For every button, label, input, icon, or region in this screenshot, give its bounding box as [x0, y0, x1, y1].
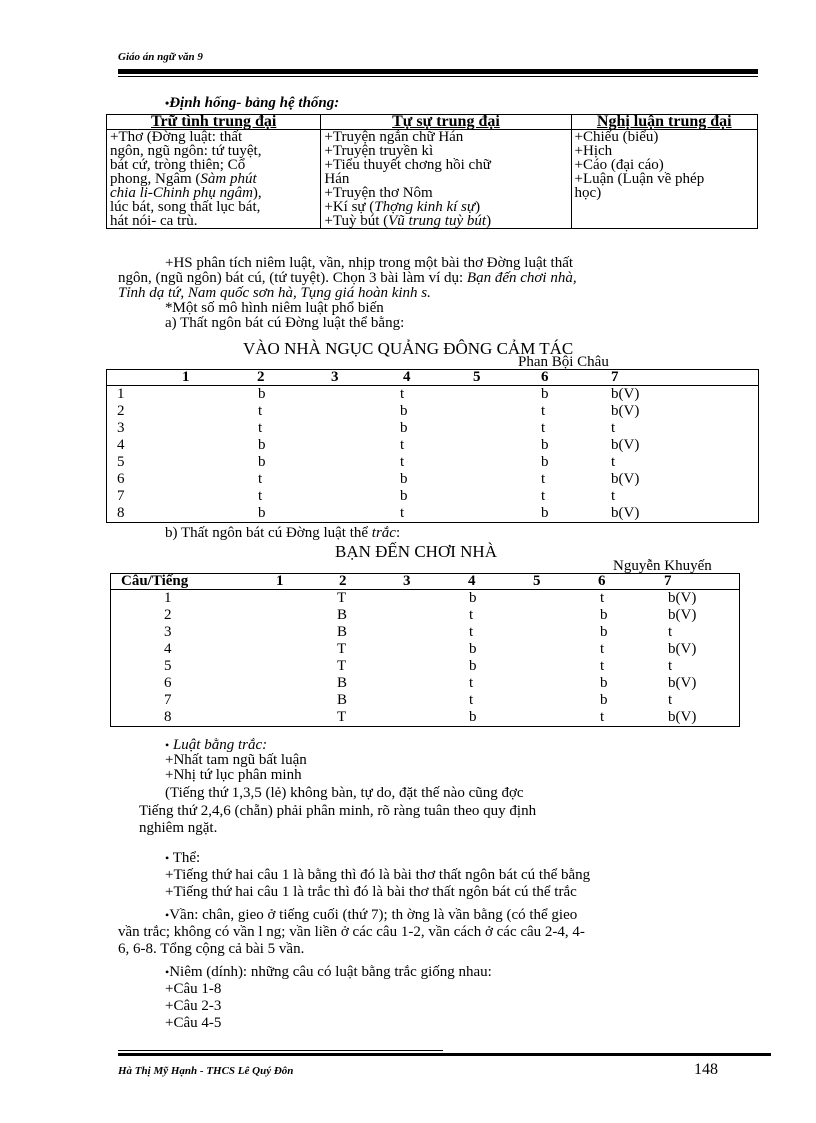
table-cell-line	[324, 214, 567, 228]
header-rule-thin	[118, 76, 758, 77]
table-header-argument: Nghị luận trung đại	[571, 115, 757, 130]
scheme-row	[107, 506, 758, 521]
scheme-cell: B	[337, 675, 348, 691]
scheme-cell: t	[600, 658, 605, 674]
bullet-icon: •	[165, 738, 170, 752]
scheme-cell: t	[400, 454, 405, 470]
para2-italic: trắc	[371, 525, 396, 541]
scheme-cell: t	[600, 641, 605, 657]
table-cell-line	[575, 186, 754, 200]
scheme-header-cell: Câu/Tiếng	[121, 573, 189, 589]
scheme-cell: b	[469, 658, 477, 674]
scheme-cell: t	[668, 692, 673, 708]
table-cell-segment: )	[486, 213, 492, 229]
scheme-cell: b(V)	[611, 471, 640, 487]
bullet-icon: •	[165, 96, 170, 110]
para2-suffix: :	[395, 525, 401, 541]
scheme-row	[107, 455, 758, 470]
scheme-cell: t	[258, 403, 263, 419]
scheme-cell: b(V)	[668, 641, 697, 657]
para2-line	[165, 526, 400, 541]
van-line1	[165, 908, 577, 923]
scheme-row	[107, 472, 758, 487]
table-cell-line	[110, 186, 317, 200]
scheme-cell: t	[600, 590, 605, 606]
scheme-cell: B	[337, 692, 348, 708]
table-cell-line	[110, 158, 317, 172]
niem-line2: +Câu 1-8	[165, 981, 222, 997]
scheme-cell: t	[469, 607, 474, 623]
scheme-cell: t	[469, 675, 474, 691]
table-cell-line	[110, 130, 317, 144]
para1-line4: *Một số mô hình niêm luật phổ biến	[165, 300, 384, 316]
scheme-cell: 3	[164, 624, 172, 640]
luat-line1: +Nhất tam ngũ bất luận	[165, 752, 307, 768]
scheme-cell: t	[258, 471, 263, 487]
table-header-narrative: Tự sự trung đại	[321, 115, 571, 130]
scheme-row	[107, 387, 758, 402]
scheme-cell: t	[258, 488, 263, 504]
scheme-cell: t	[258, 420, 263, 436]
scheme-cell: 5	[164, 658, 172, 674]
table-cell-segment: +Tiểu thuyết chơng hồi chữ	[324, 157, 491, 173]
scheme-header-cell: 1	[182, 369, 190, 385]
van-line3: 6, 6-8. Tổng cộng cả bài 5 vần.	[118, 941, 305, 957]
footer-rule-thick	[118, 1053, 771, 1056]
scheme-cell: t	[668, 624, 673, 640]
scheme-cell: T	[337, 709, 347, 725]
table-cell-line	[575, 172, 754, 186]
scheme-header-cell: 7	[664, 573, 672, 589]
scheme-cell: t	[611, 454, 616, 470]
scheme-header-cell: 5	[473, 369, 481, 385]
table-cell-line	[575, 158, 754, 172]
section-heading-text: Định hống- bảng hệ thống:	[169, 95, 340, 111]
scheme-header-row	[107, 370, 758, 385]
scheme-header-cell: 6	[541, 369, 549, 385]
scheme-cell: 4	[164, 641, 172, 657]
scheme-cell: b	[469, 590, 477, 606]
table-cell-segment: Thợng kinh kí sự	[374, 199, 476, 215]
poem2-scheme-table	[110, 573, 740, 727]
scheme-cell: 7	[164, 692, 172, 708]
table-cell-line	[110, 144, 317, 158]
scheme-cell: b(V)	[668, 709, 697, 725]
scheme-cell: b	[258, 505, 266, 521]
the-heading	[165, 851, 200, 866]
para1-line3: Tỉnh dạ tứ, Nam quốc sơn hà, Tụng giá hoàn kinh s.	[118, 285, 431, 301]
scheme-cell: 1	[164, 590, 172, 606]
scheme-header-cell: 2	[339, 573, 347, 589]
scheme-cell: 5	[117, 454, 125, 470]
scheme-cell: b	[400, 471, 408, 487]
scheme-cell: B	[337, 624, 348, 640]
the-line1: +Tiếng thứ hai câu 1 là bằng thì đó là bài thơ thất ngôn bát cú thể bằng	[165, 867, 591, 883]
scheme-header-cell: 4	[403, 369, 411, 385]
van-line2: vần trắc; không có vần l ng; vần liền ở các câu 1-2, vần cách ở các câu 2-4, 4-	[118, 924, 585, 940]
table-cell-line	[324, 144, 567, 158]
scheme-cell: b(V)	[668, 590, 697, 606]
para1-line2	[118, 271, 577, 286]
luat-line4: Tiếng thứ 2,4,6 (chẵn) phải phân minh, rõ ràng tuân theo quy định	[139, 803, 537, 819]
scheme-cell: b	[258, 437, 266, 453]
poem1-scheme-table	[106, 369, 759, 523]
table-cell-line	[575, 130, 754, 144]
table-cell-segment: +Truyện truyền kì	[324, 143, 434, 159]
scheme-cell: 6	[164, 675, 172, 691]
table-cell-line	[575, 144, 754, 158]
scheme-cell: b	[400, 403, 408, 419]
scheme-cell: b	[469, 641, 477, 657]
scheme-cell: t	[400, 386, 405, 402]
scheme-cell: T	[337, 590, 347, 606]
scheme-cell: b	[541, 386, 549, 402]
niem-line1-text: Niêm (dính): những câu có luật bằng trắc giống nhau:	[169, 964, 492, 980]
scheme-row	[111, 591, 739, 606]
scheme-header-cell: 6	[598, 573, 606, 589]
scheme-row	[107, 438, 758, 453]
scheme-cell: b(V)	[611, 386, 640, 402]
scheme-cell: b(V)	[611, 505, 640, 521]
poem1-author: Phan Bội Châu	[518, 354, 609, 370]
scheme-cell: b	[400, 420, 408, 436]
scheme-cell: 1	[117, 386, 125, 402]
scheme-cell: b(V)	[668, 607, 697, 623]
table-cell-segment: Vũ trung tuỳ bút	[388, 213, 487, 229]
table-cell-line	[110, 200, 317, 214]
scheme-cell: t	[611, 420, 616, 436]
scheme-cell: b(V)	[611, 403, 640, 419]
scheme-row	[111, 659, 739, 674]
header-rule-thick	[118, 69, 758, 74]
scheme-row	[111, 608, 739, 623]
bullet-icon: •	[165, 851, 170, 865]
scheme-cell: t	[600, 709, 605, 725]
scheme-header-cell: 4	[468, 573, 476, 589]
scheme-cell: T	[337, 658, 347, 674]
table-cell-segment: +Thơ (Đờng luật: thất	[110, 129, 243, 145]
scheme-header-divider	[111, 589, 739, 590]
table-cell-segment: +Hịch	[574, 143, 613, 159]
scheme-header-cell: 5	[533, 573, 541, 589]
footer-rule-short	[118, 1050, 443, 1051]
luat-line2: +Nhị tứ lục phân minh	[165, 767, 302, 783]
table-cell-segment: ngôn, ngũ ngôn: tứ tuyệt,	[110, 143, 262, 159]
scheme-cell: b	[600, 692, 608, 708]
scheme-cell: b	[258, 386, 266, 402]
scheme-cell: b	[600, 675, 608, 691]
table-header-lyric: Trữ tình trung đại	[107, 115, 321, 130]
genre-system-table	[106, 114, 758, 229]
scheme-cell: t	[469, 692, 474, 708]
scheme-cell: b	[600, 624, 608, 640]
para1-line1: +HS phân tích niêm luật, vần, nhịp trong một bài thơ Đờng luật thất	[165, 255, 574, 271]
table-cell-line	[324, 172, 567, 186]
table-cell-segment: học)	[574, 185, 602, 201]
scheme-cell: b	[258, 454, 266, 470]
table-cell-segment: phong, Ngâm (	[110, 171, 201, 187]
table-cell-narrative	[321, 130, 571, 229]
table-cell-lyric	[107, 130, 321, 229]
scheme-row	[111, 625, 739, 640]
luat-line3: (Tiếng thứ 1,3,5 (lẻ) không bàn, tự do, đặt thế nào cũng đợc	[165, 785, 524, 801]
scheme-header-cell: 2	[257, 369, 265, 385]
scheme-cell: b	[600, 607, 608, 623]
scheme-cell: t	[541, 420, 546, 436]
scheme-row	[107, 489, 758, 504]
scheme-cell: t	[541, 488, 546, 504]
table-cell-segment: ),	[252, 185, 262, 201]
niem-line4: +Câu 4-5	[165, 1015, 222, 1031]
luat-heading	[165, 738, 267, 753]
scheme-cell: 6	[117, 471, 125, 487]
scheme-row	[111, 710, 739, 725]
page-number: 148	[694, 1061, 718, 1078]
table-cell-segment: hát nói- ca trù.	[110, 213, 198, 229]
scheme-row	[111, 676, 739, 691]
table-cell-line	[324, 130, 567, 144]
scheme-cell: b	[541, 505, 549, 521]
scheme-cell: t	[668, 658, 673, 674]
scheme-cell: 8	[117, 505, 125, 521]
scheme-cell: t	[469, 624, 474, 640]
scheme-cell: T	[337, 641, 347, 657]
niem-line3: +Câu 2-3	[165, 998, 222, 1014]
niem-line1	[165, 965, 492, 980]
scheme-cell: 4	[117, 437, 125, 453]
scheme-header-cell: 7	[611, 369, 619, 385]
scheme-header-divider	[107, 385, 758, 386]
table-cell-segment: Hán	[324, 171, 350, 187]
table-cell-line	[324, 200, 567, 214]
van-line1-text: Vần: chân, gieo ở tiếng cuối (thứ 7); th ờng là vần bằng (có thể gieo	[169, 907, 578, 923]
table-cell-segment: +Cáo (đại cáo)	[574, 157, 664, 173]
scheme-cell: b	[469, 709, 477, 725]
table-cell-segment: +Truyện ngắn chữ Hán	[324, 129, 464, 145]
scheme-cell: 2	[164, 607, 172, 623]
table-cell-segment: )	[475, 199, 481, 215]
scheme-header-cell: 3	[403, 573, 411, 589]
scheme-cell: b	[541, 437, 549, 453]
scheme-cell: 7	[117, 488, 125, 504]
scheme-row	[111, 693, 739, 708]
table-cell-argument	[571, 130, 757, 229]
bullet-icon: •	[165, 908, 170, 922]
scheme-cell: t	[541, 471, 546, 487]
the-heading-text: Thể:	[172, 850, 201, 866]
poem2-author: Nguyễn Khuyến	[613, 558, 712, 574]
table-cell-segment: +Tuỳ bút (	[324, 213, 389, 229]
scheme-cell: 3	[117, 420, 125, 436]
table-cell-line	[110, 214, 317, 228]
table-cell-segment: chia li-Chinh phụ ngâm	[110, 185, 253, 201]
scheme-row	[107, 421, 758, 436]
table-cell-segment: +Luận (Luận về phép	[574, 171, 705, 187]
scheme-header-cell: 3	[331, 369, 339, 385]
scheme-cell: 2	[117, 403, 125, 419]
scheme-header-row	[111, 574, 739, 589]
para1-line2-italic: Bạn đến chơi nhà,	[466, 270, 577, 286]
poem2-title: BẠN ĐẾN CHƠI NHÀ	[335, 542, 497, 561]
scheme-cell: B	[337, 607, 348, 623]
scheme-header-cell: 1	[276, 573, 284, 589]
bullet-icon: •	[165, 965, 170, 979]
scheme-cell: 8	[164, 709, 172, 725]
poem1-title: VÀO NHÀ NGỤC QUẢNG ĐÔNG CẢM TÁC	[243, 339, 574, 358]
table-cell-line	[324, 158, 567, 172]
section-heading	[165, 96, 339, 111]
scheme-cell: t	[541, 403, 546, 419]
para2-prefix: b) Thất ngôn bát cú Đờng luật thể	[165, 525, 372, 541]
scheme-cell: t	[400, 437, 405, 453]
table-cell-segment: +Truyện thơ Nôm	[324, 185, 433, 201]
para1-line5: a) Thất ngôn bát cú Đờng luật thể bằng:	[165, 315, 405, 331]
scheme-cell: t	[400, 505, 405, 521]
scheme-cell: b(V)	[668, 675, 697, 691]
table-cell-line	[110, 172, 317, 186]
scheme-cell: b	[400, 488, 408, 504]
table-cell-segment: +Chiếu (biểu)	[574, 129, 659, 145]
footer-author: Hà Thị Mỹ Hạnh - THCS Lê Quý Đôn	[118, 1065, 294, 1077]
table-cell-segment: Sàm phút	[200, 171, 257, 187]
the-line2: +Tiếng thứ hai câu 1 là trắc thì đó là bài thơ thất ngôn bát cú thể trắc	[165, 884, 577, 900]
scheme-row	[107, 404, 758, 419]
scheme-cell: b	[541, 454, 549, 470]
table-cell-segment: bát cứ, tròng thiên; Cổ	[110, 157, 246, 173]
scheme-cell: b(V)	[611, 437, 640, 453]
scheme-cell: t	[611, 488, 616, 504]
table-cell-line	[324, 186, 567, 200]
para1-line2-plain: ngôn, (ngũ ngôn) bát cú, (tứ tuyệt). Chọn 3 bài làm ví dụ:	[118, 270, 467, 286]
luat-line5: nghiêm ngặt.	[139, 820, 218, 836]
scheme-row	[111, 642, 739, 657]
table-cell-segment: lúc bát, song thất lục bát,	[110, 199, 261, 215]
table-cell-segment: +Kí sự (	[324, 199, 375, 215]
luat-heading-text: Luật bằng trắc:	[172, 737, 268, 753]
header-title: Giáo án ngữ văn 9	[118, 51, 203, 63]
